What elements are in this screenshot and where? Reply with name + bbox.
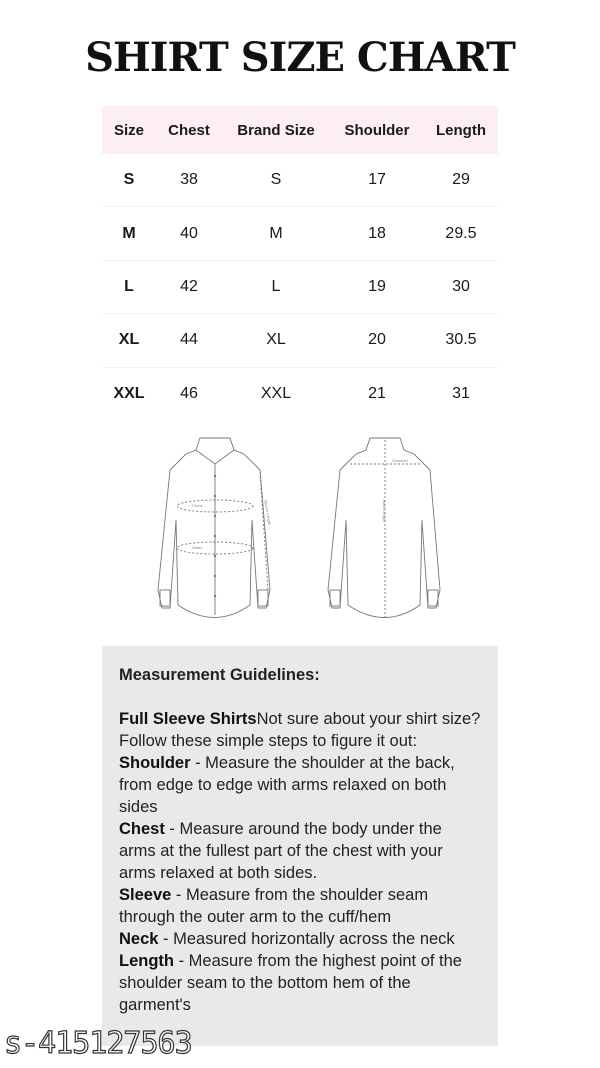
table-cell: XL (266, 331, 286, 349)
shirt-illustrations (130, 430, 470, 625)
shirt-back-icon (328, 438, 440, 618)
guideline-text: - Measure the shoulder at the back, from edge to edge with arms relaxed on both sides (119, 754, 455, 816)
size-table (102, 106, 498, 420)
guideline-text: - Measured horizontally across the neck (158, 930, 455, 948)
guideline-item (119, 818, 482, 884)
table-cell: 38 (180, 171, 198, 189)
table-cell: 40 (180, 224, 198, 242)
table-cell: 30.5 (445, 331, 477, 349)
table-cell: 46 (180, 384, 198, 402)
guideline-text: - Measure from the shoulder seam through the outer arm to the cuff/hem (119, 886, 429, 926)
table-cell: 21 (368, 384, 386, 402)
guidelines-intro (119, 708, 482, 752)
table-cell: M (122, 224, 136, 242)
intro-text: Not sure about your shirt size? Follow these simple steps to figure it out: (119, 710, 481, 750)
table-cell: 20 (368, 331, 386, 349)
table-row (102, 261, 498, 314)
table-cell: S (123, 171, 135, 189)
guideline-term: Neck (119, 930, 159, 948)
guidelines-heading: Measurement Guidelines: (119, 666, 320, 684)
table-cell: XXL (113, 384, 145, 402)
table-cell: 18 (368, 224, 386, 242)
guideline-text: - Measure around the body under the arms at the fullest part of the chest with your arms relaxed at both sides. (119, 820, 443, 882)
intro-bold: Full Sleeve Shirts (119, 710, 257, 728)
table-cell: 19 (368, 277, 386, 295)
guideline-item (119, 928, 482, 950)
table-row (102, 314, 498, 367)
table-cell: XXL (260, 384, 292, 402)
table-row (102, 368, 498, 420)
chest-label: Chest (192, 503, 203, 508)
guideline-term: Chest (119, 820, 165, 838)
shoulder-label: Shoulder (392, 458, 409, 463)
table-cell: 29 (452, 171, 470, 189)
guideline-term: Sleeve (119, 886, 172, 904)
back-length-label: Back Length (382, 500, 387, 523)
table-cell: 44 (180, 331, 198, 349)
waist-label: Waist (192, 545, 202, 550)
watermark: s-415127563 (4, 1026, 192, 1061)
table-cell: M (269, 224, 283, 242)
table-cell: 30 (452, 277, 470, 295)
header-size: Size (113, 121, 144, 139)
shirt-front-icon (158, 438, 273, 618)
table-row (102, 154, 498, 207)
header-length: Length (436, 121, 486, 139)
table-body (102, 154, 498, 420)
table-cell: 17 (368, 171, 386, 189)
measurement-guidelines (102, 646, 498, 1046)
guideline-text: - Measure from the highest point of the shoulder seam to the bottom hem of the garment's (119, 952, 462, 1014)
guideline-item (119, 884, 482, 928)
header-shoulder: Shoulder (344, 121, 410, 139)
sleeve-label: Sleeve Length (263, 499, 273, 526)
header-brand-size: Brand Size (237, 121, 315, 139)
table-row (102, 207, 498, 260)
guideline-term: Shoulder (119, 754, 191, 772)
table-header (102, 106, 498, 154)
table-cell: L (124, 277, 134, 295)
page-title: SHIRT SIZE CHART (85, 34, 515, 81)
guideline-item (119, 752, 482, 818)
header-chest: Chest (168, 121, 210, 139)
guideline-item (119, 950, 482, 1016)
table-cell: S (270, 171, 282, 189)
guidelines-list (119, 752, 482, 1016)
table-cell: XL (118, 331, 140, 349)
table-cell: L (271, 277, 281, 295)
table-cell: 42 (180, 277, 198, 295)
table-cell: 31 (452, 384, 470, 402)
table-cell: 29.5 (445, 224, 477, 242)
guideline-term: Length (119, 952, 174, 970)
